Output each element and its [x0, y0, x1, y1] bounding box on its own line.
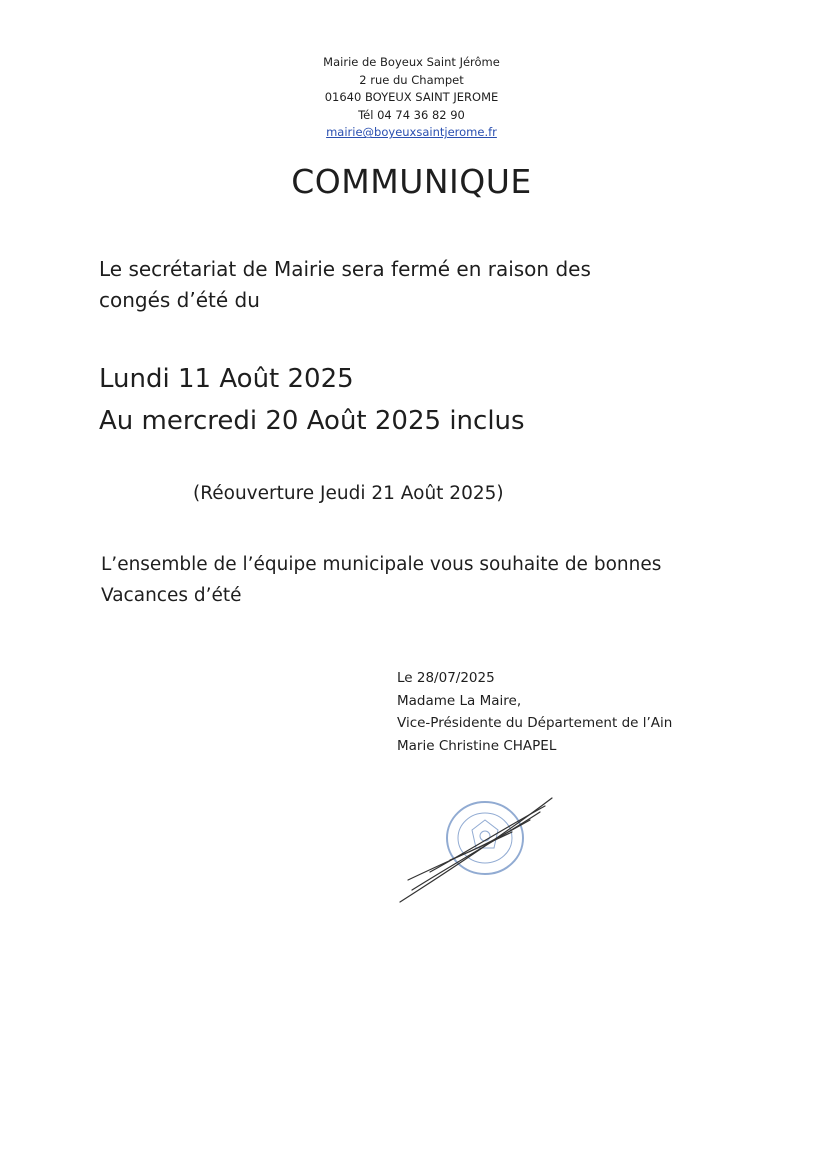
phone-number: Tél 04 74 36 82 90 — [358, 107, 465, 122]
stamp-and-signature — [390, 790, 570, 910]
wishes-line-2: Vacances d’été — [101, 585, 242, 606]
closure-start-date: Lundi 11 Août 2025 — [99, 364, 354, 394]
intro-line-2: congés d’été du — [99, 288, 260, 312]
letterhead — [260, 54, 563, 142]
intro-line-1: Le secrétariat de Mairie sera fermé en raison des — [99, 257, 591, 281]
org-name: Mairie de Boyeux Saint Jérôme — [323, 55, 500, 69]
street-address: 2 rue du Champet — [359, 72, 464, 87]
wishes-line-1: L’ensemble de l’équipe municipale vous souhaite de bonnes — [101, 554, 662, 575]
signature-block — [397, 667, 727, 757]
wishes-paragraph — [101, 549, 751, 611]
page-title: COMMUNIQUE — [291, 162, 532, 201]
official-stamp-icon — [390, 790, 570, 910]
signature-name: Marie Christine CHAPEL — [397, 737, 557, 754]
signature-role: Madame La Maire, — [397, 692, 522, 709]
signature-title: Vice-Présidente du Département de l’Ain — [397, 715, 673, 731]
intro-paragraph — [99, 254, 719, 316]
signature-date: Le 28/07/2025 — [397, 670, 495, 686]
closure-dates — [99, 358, 749, 442]
closure-end-date: Au mercredi 20 Août 2025 inclus — [99, 406, 525, 436]
email-link[interactable]: mairie@boyeuxsaintjerome.fr — [326, 125, 497, 140]
reopening-note: (Réouverture Jeudi 21 Août 2025) — [193, 483, 504, 504]
city-address: 01640 BOYEUX SAINT JEROME — [324, 90, 499, 105]
